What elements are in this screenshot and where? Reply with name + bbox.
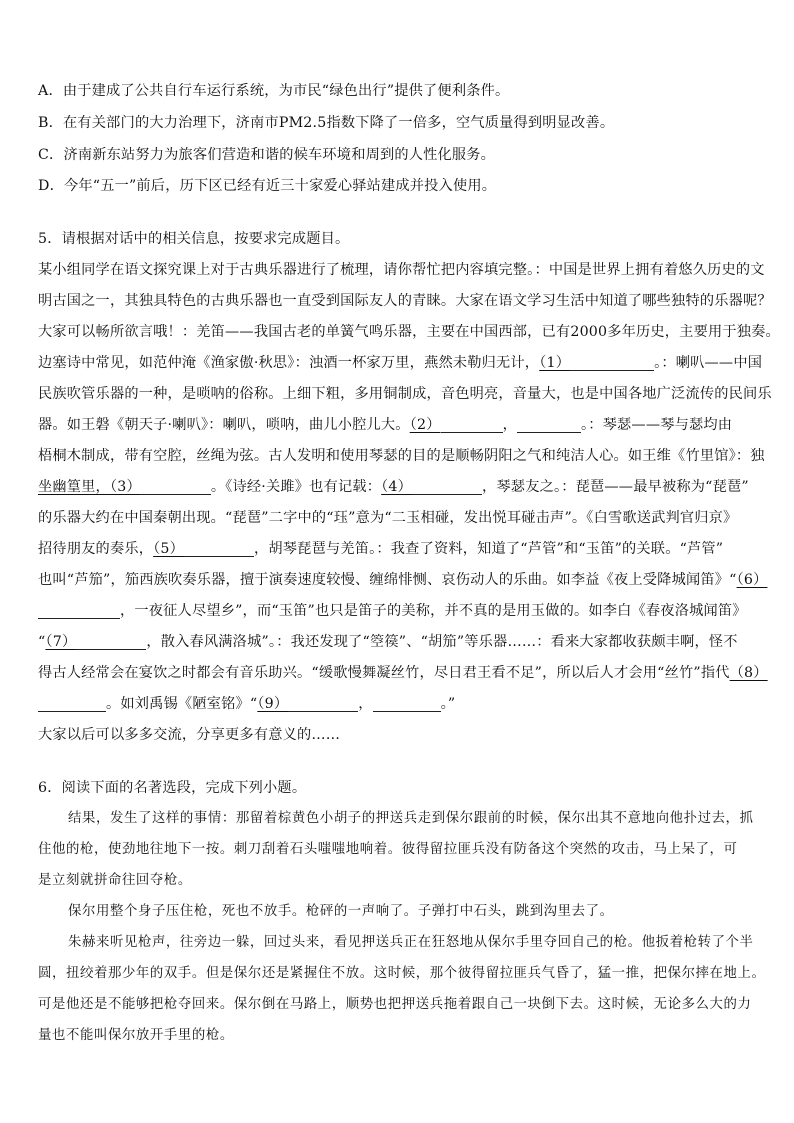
q4-option-b: B．在有关部门的大力治理下，济南市PM2.5指数下降了一倍多，空气质量得到明显改善。: [38, 115, 615, 131]
q4-option-a: A．由于建成了公共自行车运行系统，为市民“绿色出行”提供了便利条件。: [38, 83, 510, 99]
q5-text: 。：琴瑟——琴与瑟均由: [580, 417, 733, 433]
q5-line: [38, 348, 764, 378]
blank-label: （3）: [109, 479, 141, 495]
answer-blank-8[interactable]: [38, 691, 106, 712]
blank-label: （6）: [736, 572, 768, 588]
blank-label: （4）: [381, 479, 413, 495]
q5-text: 。”: [440, 696, 456, 712]
blank-label: （2）: [409, 417, 441, 433]
q5-text: 得古人经常会在宴饮之时都会有音乐助兴。“缓歌慢舞凝丝竹，尽日君王看不足”，所以后人才会用“丝竹”指代: [38, 665, 730, 681]
q5-text: ，琴瑟友之。：琵琶——最早被称为“琵琶”: [482, 479, 749, 495]
q5-line: [38, 658, 768, 688]
q5-line: [38, 534, 764, 564]
q5-text: 。《诗经·关雎》也有记载：: [210, 479, 382, 495]
q6-paragraph-line: 圆，扭绞着那少年的双手。但是保尔还是紧握住不放。这时候，那个彼得留拉匪兵气昏了，猛一推，把保尔摔在地上。: [38, 966, 766, 981]
q5-line: 的乐器大约在中国秦朝出现。“琵琶”二字中的“珏”意为“二玉相碰，发出悦耳碰击声”。《白雪歌送武判官归京》: [38, 510, 738, 526]
q6-paragraph-line: 量也不能叫保尔放开手里的枪。: [38, 1028, 234, 1043]
blank-label: （1）: [539, 355, 571, 371]
q5-line: 梧桐木制成，带有空腔，丝绳为弦。古人发明和使用琴瑟的目的是顺畅阴阳之气和纯洁人心。如王维《竹里馆》：独: [38, 448, 765, 464]
q5-line: 大家以后可以多多交流，分享更多有意义的……: [38, 727, 341, 743]
q5-text: 边塞诗中常见，如范仲淹《渔家傲·秋思》：浊酒一杯家万里，燕然未勒归无计，: [38, 355, 540, 371]
blank-label: （8）: [729, 665, 768, 681]
q6-paragraph-line: 是立刻就拼命往回夺枪。: [38, 873, 192, 888]
q5-text: 器。如王磐《朝天子·喇叭》：喇叭，唢呐，曲儿小腔儿大。: [38, 417, 410, 433]
q5-text: “: [38, 634, 46, 650]
q6-title: 6．阅读下面的名著选段，完成下列小题。: [38, 780, 307, 796]
q5-line: 大家可以畅所欲言哦！：羌笛——我国古老的单簧气鸣乐器，主要在中国西部，已有2000多年历史，主要用于独奏。: [38, 324, 780, 340]
q5-text: 招待朋友的奏乐，: [38, 541, 154, 557]
blank-label: （7）: [45, 634, 77, 650]
q5-text: ，: [358, 696, 373, 712]
q5-text: ，散入春风满洛城”。：我还发现了“箜篌”、“胡笳”等乐器……：看来大家都收获颇丰啊，怪不: [146, 634, 738, 650]
answer-blank-5[interactable]: [184, 536, 254, 557]
q5-line: 某小组同学在语文探究课上对于古典乐器进行了梳理，请你帮忙把内容填完整。：中国是世界上拥有着悠久历史的文: [38, 262, 765, 278]
q5-title: 5．请根据对话中的相关信息，按要求完成题目。: [38, 231, 350, 247]
q5-text: 也叫“芦笳”，笳西族吹奏乐器，擅于演奏速度较慢、缠绵悱恻、哀伤动人的乐曲。如李益《夜上受降城闻笛》“: [38, 572, 737, 588]
answer-blank-6[interactable]: [38, 598, 120, 619]
answer-blank-2a[interactable]: [441, 412, 503, 433]
answer-blank-9a[interactable]: [288, 691, 358, 712]
blank-label: （9）: [257, 696, 289, 712]
q5-text: 。如刘禹锡《陋室铭》“: [106, 696, 258, 712]
q6-paragraph-line: 可是他还是不能够把枪夺回来。保尔倒在马路上，顺势也把押送兵拖着跟自己一块倒下去。这时候，无论多么大的力: [38, 997, 752, 1012]
answer-blank-9b[interactable]: [373, 691, 441, 712]
q4-option-c: C．济南新东站努力为旅客们营造和谐的候车环境和周到的人性化服务。: [38, 147, 496, 163]
q6-paragraph-line: 朱赫来听见枪声，往旁边一躲，回过头来，看见押送兵正在狂怒地从保尔手里夺回自己的枪。他扳着枪转了个半: [68, 935, 754, 950]
q6-paragraph-line: 住他的枪，使劲地往地下一按。刺刀刮着石头嗤嗤地响着。彼得留拉匪兵没有防备这个突然的攻击，马上呆了，可: [38, 842, 738, 857]
blank-label: （5）: [153, 541, 185, 557]
answer-blank-4[interactable]: [412, 474, 482, 495]
q5-text: ，胡琴琵琶与羌笛。：我查了资料，知道了“芦管”和“玉笛”的关联。“芦管”: [254, 541, 724, 557]
answer-blank-7[interactable]: [76, 629, 146, 650]
answer-blank-1[interactable]: [570, 350, 654, 371]
q5-text: ，: [502, 417, 517, 433]
q5-text: 坐幽篁里，: [38, 479, 110, 495]
q4-option-d: D．今年“五一”前后，历下区已经有近三十家爱心驿站建成并投入使用。: [38, 178, 497, 194]
q5-line: [38, 596, 764, 626]
q6-paragraph-line: 结果，发生了这样的事情：那留着棕黄色小胡子的押送兵走到保尔跟前的时候，保尔出其不意地向他扑过去，抓: [68, 811, 754, 826]
q5-line: 明古国之一，其独具特色的古典乐器也一直受到国际友人的青睐。大家在语文学习生活中知道了哪些独特的乐器呢？: [38, 293, 772, 309]
answer-blank-2b[interactable]: [517, 412, 581, 433]
q5-text: 。：喇叭——中国: [654, 355, 763, 371]
q5-line: [38, 565, 768, 595]
q6-paragraph-line: 保尔用整个身子压住枪，死也不放手。枪砰的一声响了。子弹打中石头，跳到沟里去了。: [68, 904, 614, 919]
q5-line: [38, 627, 764, 657]
q5-line: [38, 410, 764, 440]
answer-blank-3[interactable]: [141, 474, 211, 495]
q5-line: 民族吹管乐器的一种，是唢呐的俗称。上细下粗，多用铜制成，音色明亮，音量大，也是中国各地广泛流传的民间乐: [38, 386, 772, 402]
q5-text: ，一夜征人尽望乡”，而“玉笛”也只是笛子的美称，并不真的是用玉做的。如李白《春夜洛城闻笛》: [120, 603, 747, 619]
q5-line: [38, 689, 764, 719]
q5-line: [38, 472, 764, 502]
